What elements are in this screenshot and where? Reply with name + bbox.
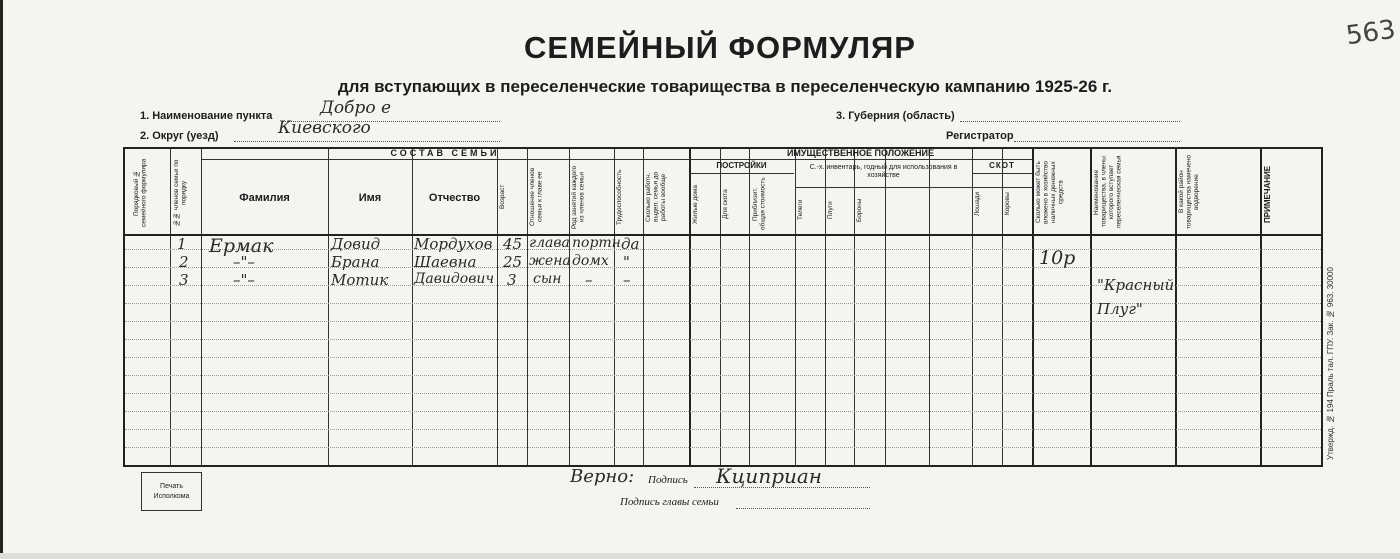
section-buildings: ПОСТРОЙКИ xyxy=(716,161,767,170)
row-no: 3 xyxy=(179,271,189,289)
locality-value: Добро е xyxy=(320,98,392,118)
province-line xyxy=(960,121,1180,122)
col-cash: Сколько может быть вложено в хозяйство наличных денежных средств xyxy=(1035,160,1065,224)
col-notes: ПРИМЕЧАНИЕ xyxy=(1263,165,1272,223)
row-occupation: домх xyxy=(572,253,609,269)
signature-value: Кциприан xyxy=(716,464,822,488)
col-cows: Коровы xyxy=(1004,192,1011,216)
section-inventory: С.-х. инвентарь, годный для использования в хозяйстве xyxy=(809,164,958,179)
row-age: 25 xyxy=(503,253,523,271)
page-bottom-edge xyxy=(0,553,1400,559)
section-family: СОСТАВ СЕМЬИ xyxy=(390,148,500,158)
col-houses: Жилые дома xyxy=(692,184,699,224)
row-ability: – xyxy=(623,271,631,289)
col-occupation: Род занятий каждого из членов семьи xyxy=(571,165,586,229)
row-patronymic: Давидович xyxy=(414,271,495,287)
col-relation: Отношение членов семьи к главе ее xyxy=(529,167,544,227)
col-ploughs: Плуги xyxy=(827,201,834,219)
row-ability: " xyxy=(623,253,630,271)
cash-value: 10р xyxy=(1039,247,1076,269)
row-relation: сын xyxy=(533,271,562,287)
row-name: Довид xyxy=(331,235,381,253)
row-occupation: портн xyxy=(572,235,621,251)
family-table xyxy=(123,147,1323,467)
col-partnership: Наименование товарищества, в члены которого вступает переселенческая семья xyxy=(1093,155,1123,229)
head-signature-label: Подпись главы семьи xyxy=(620,496,719,508)
col-ability: Трудоспособность xyxy=(616,169,623,225)
verify-text: Верно: xyxy=(570,466,635,487)
row-patronymic: Шаевна xyxy=(414,253,477,271)
col-patronymic: Отчество xyxy=(428,192,481,204)
row-no: 2 xyxy=(179,253,189,271)
col-age: Возраст xyxy=(499,184,506,210)
row-age: 45 xyxy=(503,235,523,253)
row-name: Брана xyxy=(331,253,380,271)
row-ability: да xyxy=(621,235,640,253)
section-property: ИМУЩЕСТВЕННОЕ ПОЛОЖЕНИЕ xyxy=(786,148,935,158)
head-signature-line xyxy=(736,508,870,509)
col-harrows: Бороны xyxy=(856,198,863,222)
col-work-years: Сколько работн. выдел. семья до работы вообще xyxy=(645,171,667,223)
province-label: 3. Губерния (область) xyxy=(836,110,955,122)
row-age: 3 xyxy=(507,271,517,289)
row-name: Мотик xyxy=(331,271,389,289)
district-value: Киевского xyxy=(278,118,371,138)
sheet-number: 563 xyxy=(1344,14,1398,52)
row-surname: –"– xyxy=(233,253,255,271)
form-title: СЕМЕЙНЫЙ ФОРМУЛЯР xyxy=(524,30,916,65)
col-form-no: Порядковый № семейного формуляра xyxy=(133,158,148,228)
row-surname: –"– xyxy=(233,271,255,289)
locality-label: 1. Наименование пункта xyxy=(140,110,273,122)
registrar-label: Регистратор xyxy=(946,130,1014,142)
form-subtitle: для вступающих в переселенческие товарищества в переселенческую кампанию 1925-26 г. xyxy=(337,77,1113,96)
col-name: Имя xyxy=(358,192,382,204)
partnership-value: "Красный Плуг" xyxy=(1097,276,1175,318)
row-patronymic: Мордухов xyxy=(414,235,493,253)
stamp-box: Печать Исполкома xyxy=(141,472,202,511)
col-member-no: №№ членов семьи по порядку xyxy=(173,159,188,227)
row-relation: жена xyxy=(529,253,571,269)
row-no: 1 xyxy=(177,235,187,253)
row-surname: Ермак xyxy=(209,235,274,257)
signature-label: Подпись xyxy=(648,474,688,486)
col-barns: Для скота xyxy=(722,189,729,219)
col-district-area: В какой район товарищества намечено водворение xyxy=(1178,155,1200,229)
row-relation: глава xyxy=(529,235,570,251)
district-line xyxy=(234,141,500,142)
col-surname: Фамилия xyxy=(239,192,290,204)
section-livestock: СКОТ xyxy=(989,161,1015,170)
col-horses: Лошади xyxy=(974,191,981,217)
registrar-line xyxy=(1014,141,1180,142)
col-carts: Телеги xyxy=(797,199,804,221)
district-label: 2. Округ (уезд) xyxy=(140,130,219,142)
col-approx-value: Приблизит. общая стоимость xyxy=(752,177,767,231)
print-note: Утвержд. № 194 Праль тал. ГПУ. Зак. № 963. 30000 xyxy=(1326,267,1335,460)
row-occupation: – xyxy=(585,271,593,289)
